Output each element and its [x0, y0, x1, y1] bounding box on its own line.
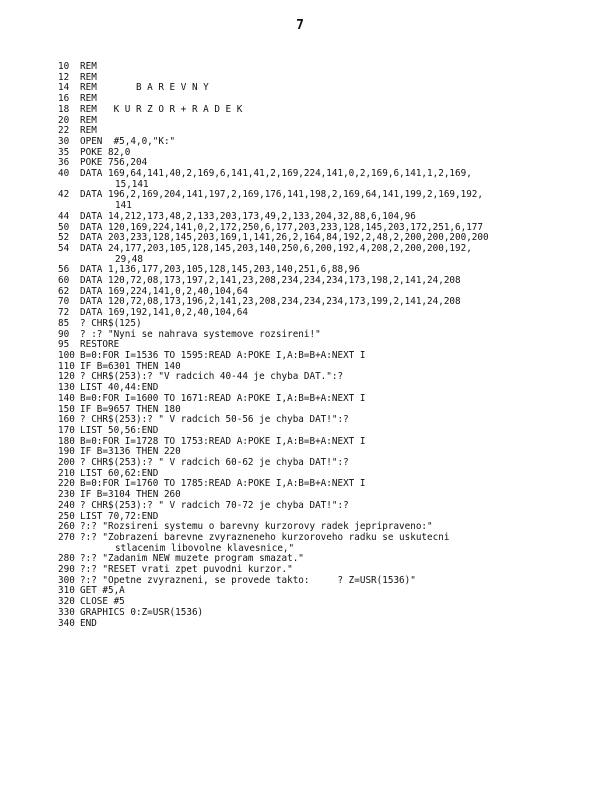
line-code-text: B=0:FOR I=1600 TO 1671:READ A:POKE I,A:B=B+A:NEXT I: [80, 392, 366, 404]
line-number: 10: [58, 61, 70, 72]
line-number: 300: [58, 574, 75, 586]
line-number: 280: [58, 553, 75, 565]
line-number: 200: [58, 457, 75, 469]
program-line: [58, 137, 598, 148]
line-number: 270: [58, 531, 75, 543]
line-code-text: LIST 60,62:END: [80, 467, 159, 479]
line-code-text: DATA 14,212,173,48,2,133,203,173,49,2,133,204,32,88,6,104,96: [80, 210, 416, 222]
line-code-text: ?:? "Zadanim NEW muzete program smazat.": [80, 553, 304, 565]
line-code-text: ? CHR$(125): [80, 317, 142, 329]
line-number: 320: [58, 596, 75, 608]
line-number: 220: [58, 478, 75, 490]
program-line: [58, 244, 598, 265]
program-line: [58, 169, 598, 190]
line-code-text: DATA 169,224,141,0,2,40,104,64: [80, 285, 248, 297]
line-number: 14: [58, 82, 70, 94]
program-line: [58, 190, 598, 211]
line-number: 16: [58, 93, 70, 105]
line-code: [80, 533, 598, 554]
line-code-text: DATA 24,177,203,105,128,145,203,140,250,6,200,192,4,208,2,200,200,192,: [80, 242, 472, 254]
line-code: [80, 308, 598, 319]
line-number: 100: [58, 349, 75, 361]
line-code: [80, 116, 598, 127]
program-line: [58, 619, 598, 630]
line-code-text: DATA 203,233,128,145,203,169,1,141,26,2,164,84,192,2,48,2,200,200,200,200: [80, 232, 489, 244]
line-number: 50: [58, 221, 70, 233]
line-code-text: B=0:FOR I=1760 TO 1785:READ A:POKE I,A:B=B+A:NEXT I: [80, 478, 366, 490]
line-code-text: END: [80, 617, 97, 629]
line-number: 240: [58, 499, 75, 511]
line-number: 160: [58, 414, 75, 426]
line-code-text: REM: [80, 125, 97, 137]
line-number: 12: [58, 71, 70, 83]
line-continuation: 141: [115, 200, 132, 212]
line-number: 260: [58, 521, 75, 533]
line-number: 35: [58, 146, 70, 158]
line-code-text: DATA 120,169,224,141,0,2,172,250,6,177,203,233,128,145,203,172,251,6,177: [80, 221, 483, 233]
line-code-text: LIST 40,44:END: [80, 382, 159, 394]
line-number: 290: [58, 564, 75, 576]
line-code-text: DATA 169,192,141,0,2,40,104,64: [80, 307, 248, 319]
line-number: 230: [58, 489, 75, 501]
program-line: [58, 586, 598, 597]
line-code-text: ? :? "Nyni se nahrava systemove rozsireni!": [80, 328, 321, 340]
line-number: 310: [58, 585, 75, 597]
line-number: 54: [58, 242, 70, 254]
line-code-text: OPEN #5,4,0,"K:": [80, 135, 176, 147]
line-code-text: ? CHR$(253):? " V radcich 50-56 je chyba DAT!":?: [80, 414, 349, 426]
line-number: 30: [58, 135, 70, 147]
basic-program-listing: [58, 62, 598, 629]
line-code: [80, 608, 598, 619]
line-code-text: GET #5,A: [80, 585, 125, 597]
line-code: [80, 148, 598, 159]
program-line: [58, 62, 598, 73]
line-number: 340: [58, 617, 75, 629]
program-line: [58, 330, 598, 341]
line-code-text: LIST 70,72:END: [80, 510, 159, 522]
line-code-text: POKE 82,0: [80, 146, 131, 158]
line-code-text: IF B=9657 THEN 180: [80, 403, 181, 415]
line-code-text: DATA 120,72,08,173,196,2,141,23,208,234,234,234,173,199,2,141,24,208: [80, 296, 461, 308]
line-number: 110: [58, 360, 75, 372]
line-number: 52: [58, 232, 70, 244]
line-number: 20: [58, 114, 70, 126]
line-number: 330: [58, 606, 75, 618]
line-code: [80, 190, 598, 211]
line-code-text: REM: [80, 93, 97, 105]
line-number: 40: [58, 168, 70, 180]
line-number: 250: [58, 510, 75, 522]
line-code-text: CLOSE #5: [80, 596, 125, 608]
line-number: 170: [58, 424, 75, 436]
line-code-text: DATA 1,136,177,203,105,128,145,203,140,251,6,88,96: [80, 264, 360, 276]
line-number: 130: [58, 382, 75, 394]
line-number: 120: [58, 371, 75, 383]
line-code: [80, 576, 598, 587]
line-continuation: 29,48: [115, 253, 143, 265]
program-line: [58, 116, 598, 127]
line-code-text: REM: [80, 114, 97, 126]
line-code-text: ?:? "Zobrazeni barevne zvyrazneneho kurzoroveho radku se uskutecni: [80, 531, 450, 543]
line-number: 140: [58, 392, 75, 404]
line-code-text: ? CHR$(253):? "V radcich 40-44 je chyba DAT.":?: [80, 371, 344, 383]
line-code-text: ?:? "Opetne zvyrazneni, se provede takto: ? Z=USR(1536)": [80, 574, 416, 586]
program-line: [58, 576, 598, 587]
line-number: 56: [58, 264, 70, 276]
line-code-text: GRAPHICS 0:Z=USR(1536): [80, 606, 204, 618]
line-code-text: DATA 196,2,169,204,141,197,2,169,176,141,198,2,169,64,141,199,2,169,192,: [80, 189, 483, 201]
line-code: [80, 169, 598, 190]
line-continuation: 15,141: [115, 178, 149, 190]
line-number: 70: [58, 296, 70, 308]
line-code-text: REM B A R E V N Y: [80, 82, 209, 94]
line-code: [80, 244, 598, 265]
line-code-text: DATA 169,64,141,40,2,169,6,141,41,2,169,224,141,0,2,169,6,141,1,2,169,: [80, 168, 472, 180]
line-code-text: IF B=6301 THEN 140: [80, 360, 181, 372]
line-code-text: IF B=3104 THEN 260: [80, 489, 181, 501]
line-code-text: REM K U R Z O R + R A D E K: [80, 103, 243, 115]
line-number: 60: [58, 275, 70, 287]
line-code-text: REM: [80, 71, 97, 83]
line-number: 22: [58, 125, 70, 137]
line-code-text: ?:? "RESET vrati zpet puvodni kurzor.": [80, 564, 293, 576]
line-number: 42: [58, 189, 70, 201]
line-code: [80, 330, 598, 341]
line-code: [80, 137, 598, 148]
line-number: 18: [58, 103, 70, 115]
line-number: 150: [58, 403, 75, 415]
line-number: 36: [58, 157, 70, 169]
line-code: [80, 62, 598, 73]
line-number: 62: [58, 285, 70, 297]
line-code-text: ? CHR$(253):? " V radcich 60-62 je chyba DAT!":?: [80, 457, 349, 469]
line-number: 210: [58, 467, 75, 479]
page-number: 7: [296, 18, 304, 33]
line-number: 180: [58, 435, 75, 447]
program-line: [58, 105, 598, 116]
line-code-text: ? CHR$(253):? " V radcich 70-72 je chyba DAT!":?: [80, 499, 349, 511]
program-line: [58, 83, 598, 94]
program-line: [58, 533, 598, 554]
line-number: 85: [58, 317, 70, 329]
line-number: 190: [58, 446, 75, 458]
line-code-text: IF B=3136 THEN 220: [80, 446, 181, 458]
line-code-text: B=0:FOR I=1728 TO 1753:READ A:POKE I,A:B=B+A:NEXT I: [80, 435, 366, 447]
line-code-text: LIST 50,56:END: [80, 424, 159, 436]
line-continuation: stlacenim libovolne klavesnice,": [115, 542, 295, 554]
line-number: 90: [58, 328, 70, 340]
line-code-text: B=0:FOR I=1536 TO 1595:READ A:POKE I,A:B=B+A:NEXT I: [80, 349, 366, 361]
line-code-text: POKE 756,204: [80, 157, 148, 169]
line-code-text: REM: [80, 61, 97, 72]
line-number: 95: [58, 339, 70, 351]
line-code: [80, 83, 598, 94]
line-code-text: RESTORE: [80, 339, 120, 351]
program-line: [58, 608, 598, 619]
line-code: [80, 105, 598, 116]
line-number: 72: [58, 307, 70, 319]
line-code-text: DATA 120,72,08,173,197,2,141,23,208,234,234,234,173,198,2,141,24,208: [80, 275, 461, 287]
line-code: [80, 586, 598, 597]
line-code-text: ?:? "Rozsireni systemu o barevny kurzorovy radek jepripraveno:": [80, 521, 433, 533]
line-number: 44: [58, 210, 70, 222]
line-code: [80, 619, 598, 630]
